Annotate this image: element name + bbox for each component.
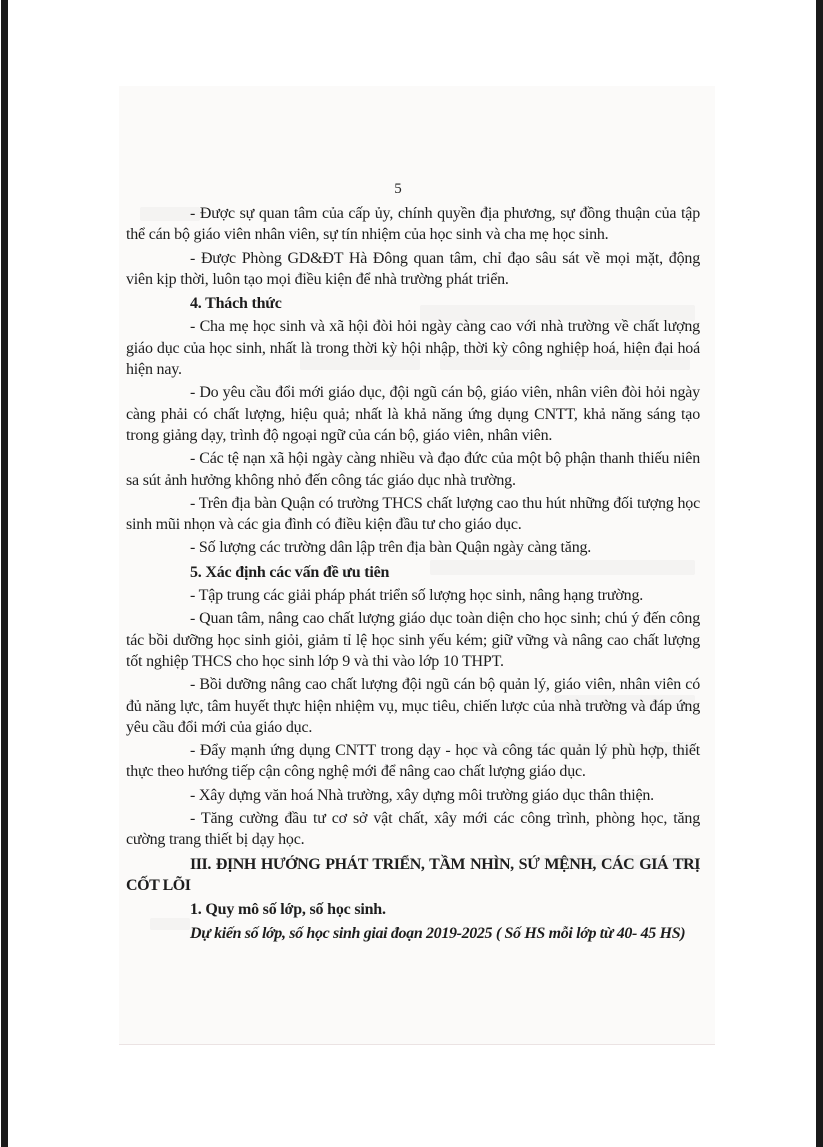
scanner-left-edge	[1, 0, 8, 1147]
paragraph: - Bồi dưỡng nâng cao chất lượng đội ngũ cán bộ quản lý, giáo viên, nhân viên có đủ năng lực, tâm huyết thực hiện nhiệm vụ, mục tiêu, chiến lược của nhà trường và đáp ứng yêu cầu đổi mới của giáo dục.	[126, 676, 700, 736]
paragraph: - Trên địa bàn Quận có trường THCS chất lượng cao thu hút những đối tượng học sinh mũi nhọn và các gia đình có điều kiện đầu tư cho giáo dục.	[126, 494, 700, 534]
heading-van-de-uu-tien: 5. Xác định các vấn đề ưu tiên	[190, 563, 390, 581]
paragraph: - Số lượng các trường dân lập trên địa bàn Quận ngày càng tăng.	[190, 539, 592, 557]
paragraph: - Do yêu cầu đổi mới giáo dục, đội ngũ cán bộ, giáo viên, nhân viên đòi hỏi ngày càng phải có chất lượng, hiệu quả; nhất là khả năng ứng dụng CNTT, khả năng sáng tạo trong giảng dạy, trình độ ngoại ngữ của cán bộ, giáo viên, nhân viên.	[126, 384, 700, 444]
heading-quy-mo: 1. Quy mô số lớp, số học sinh.	[190, 901, 386, 919]
paragraph: - Quan tâm, nâng cao chất lượng giáo dục toàn diện cho học sinh; chú ý đến công tác bồi dưỡng học sinh giỏi, giảm tỉ lệ học sinh yếu kém; giữ vững và nâng cao chất lượng tốt nghiệp THCS cho học sinh lớp 9 và thi vào lớp 10 THPT.	[126, 610, 700, 670]
document-body	[126, 203, 700, 946]
heading-thach-thuc: 4. Thách thức	[190, 295, 282, 313]
paragraph: - Xây dựng văn hoá Nhà trường, xây dựng môi trường giáo dục thân thiện.	[190, 786, 654, 804]
paragraph: - Cha mẹ học sinh và xã hội đòi hỏi ngày càng cao với nhà trường về chất lượng giáo dục của học sinh, nhất là trong thời kỳ hội nhập, thời kỳ công nghiệp hoá, hiện đại hoá hiện nay.	[126, 318, 700, 379]
page-number: 5	[394, 181, 402, 197]
paragraph: - Các tệ nạn xã hội ngày càng nhiều và đạo đức của một bộ phận thanh thiếu niên sa sút ảnh hưởng không nhỏ đến công tác giáo dục nhà trường.	[126, 450, 700, 489]
scanner-right-edge	[816, 0, 823, 1147]
paragraph-du-kien-so-lop: Dự kiến số lớp, số học sinh giai đoạn 2019-2025 ( Số HS mỗi lớp từ 40- 45 HS)	[190, 924, 686, 942]
heading-dinh-huong: III. ĐỊNH HƯỚNG PHÁT TRIỂN, TẦM NHÌN, SỨ MỆNH, CÁC GIÁ TRỊ CỐT LÕI	[126, 855, 700, 894]
paragraph: - Được sự quan tâm của cấp ủy, chính quyền địa phương, sự đồng thuận của tập thể cán bộ giáo viên nhân viên, sự tín nhiệm của học sinh và cha mẹ học sinh.	[126, 205, 700, 244]
paragraph: - Đẩy mạnh ứng dụng CNTT trong dạy - học và công tác quản lý phù hợp, thiết thực theo hướng tiếp cận công nghệ mới để nâng cao chất lượng giáo dục.	[126, 742, 700, 781]
paragraph: - Tăng cường đầu tư cơ sở vật chất, xây mới các công trình, phòng học, tăng cường trang thiết bị dạy học.	[126, 810, 700, 849]
paragraph: - Tập trung các giải pháp phát triển số lượng học sinh, nâng hạng trường.	[190, 587, 644, 605]
paragraph: - Được Phòng GD&ĐT Hà Đông quan tâm, chỉ đạo sâu sát về mọi mặt, động viên kịp thời, luôn tạo mọi điều kiện để nhà trường phát triển.	[126, 249, 700, 288]
